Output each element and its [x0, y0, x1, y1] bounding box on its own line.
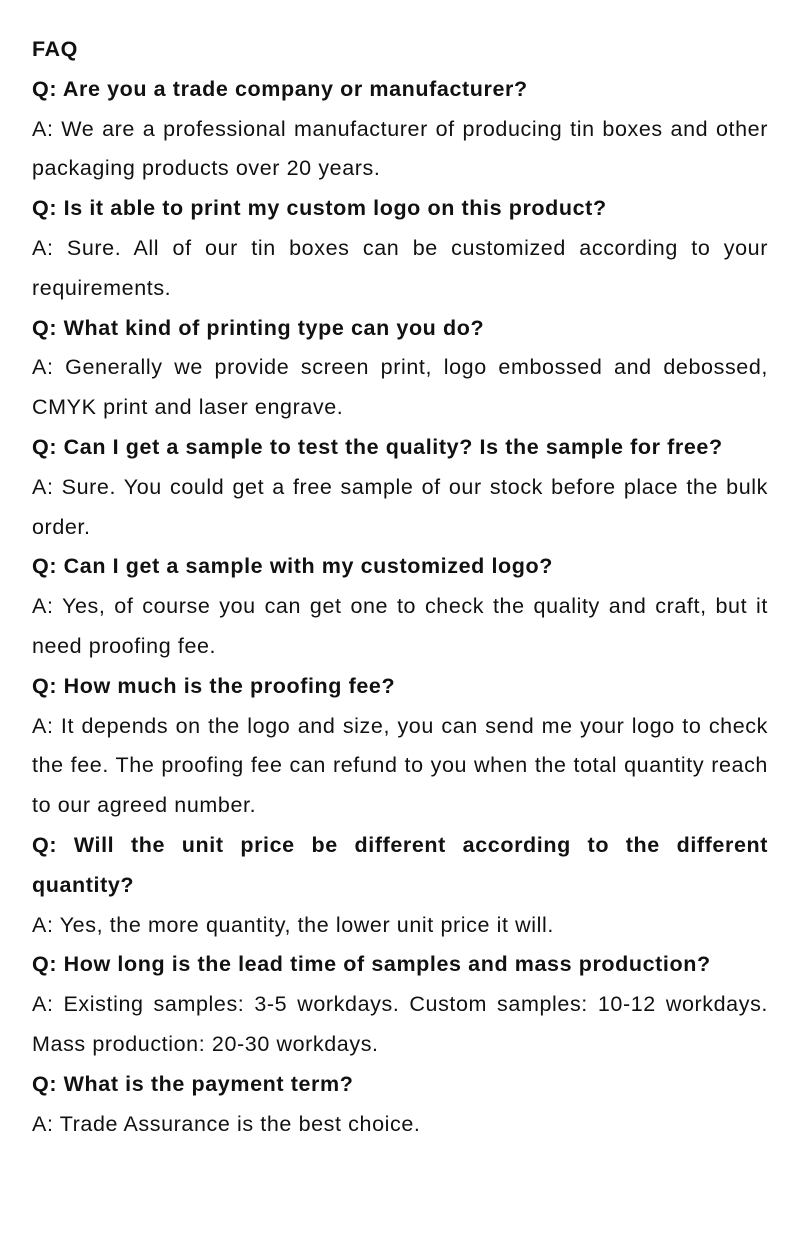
faq-section	[32, 30, 768, 1144]
faq-answer: A: Sure. All of our tin boxes can be customized according to your requirements.	[32, 235, 768, 300]
faq-answer: A: Yes, the more quantity, the lower unit price it will.	[32, 912, 554, 937]
faq-question: Q: How much is the proofing fee?	[32, 673, 396, 698]
faq-question: Q: Will the unit price be different according to the different quantity?	[32, 832, 768, 897]
faq-question: Q: Is it able to print my custom logo on this product?	[32, 196, 607, 221]
faq-answer: A: Yes, of course you can get one to check the quality and craft, but it need proofing fee.	[32, 594, 768, 658]
faq-answer: A: Existing samples: 3-5 workdays. Custom samples: 10-12 workdays. Mass production: 20-30 workdays.	[32, 992, 768, 1056]
faq-question: Q: Are you a trade company or manufacturer?	[32, 76, 528, 101]
faq-title: FAQ	[32, 37, 78, 61]
faq-question: Q: What kind of printing type can you do?	[32, 315, 485, 340]
faq-answer: A: Generally we provide screen print, logo embossed and debossed, CMYK print and laser engrave.	[32, 355, 768, 420]
faq-question: Q: Can I get a sample to test the quality? Is the sample for free?	[32, 434, 723, 459]
faq-answer: A: It depends on the logo and size, you can send me your logo to check the fee. The proofing fee can refund to you when the total quantity reach to our agreed number.	[32, 713, 768, 818]
faq-answer: A: Trade Assurance is the best choice.	[32, 1111, 421, 1136]
faq-answer: A: We are a professional manufacturer of producing tin boxes and other packaging products over 20 years.	[32, 116, 768, 181]
faq-question: Q: What is the payment term?	[32, 1071, 354, 1096]
faq-question: Q: How long is the lead time of samples and mass production?	[32, 952, 711, 977]
faq-question: Q: Can I get a sample with my customized logo?	[32, 554, 553, 579]
faq-answer: A: Sure. You could get a free sample of our stock before place the bulk order.	[32, 474, 768, 539]
